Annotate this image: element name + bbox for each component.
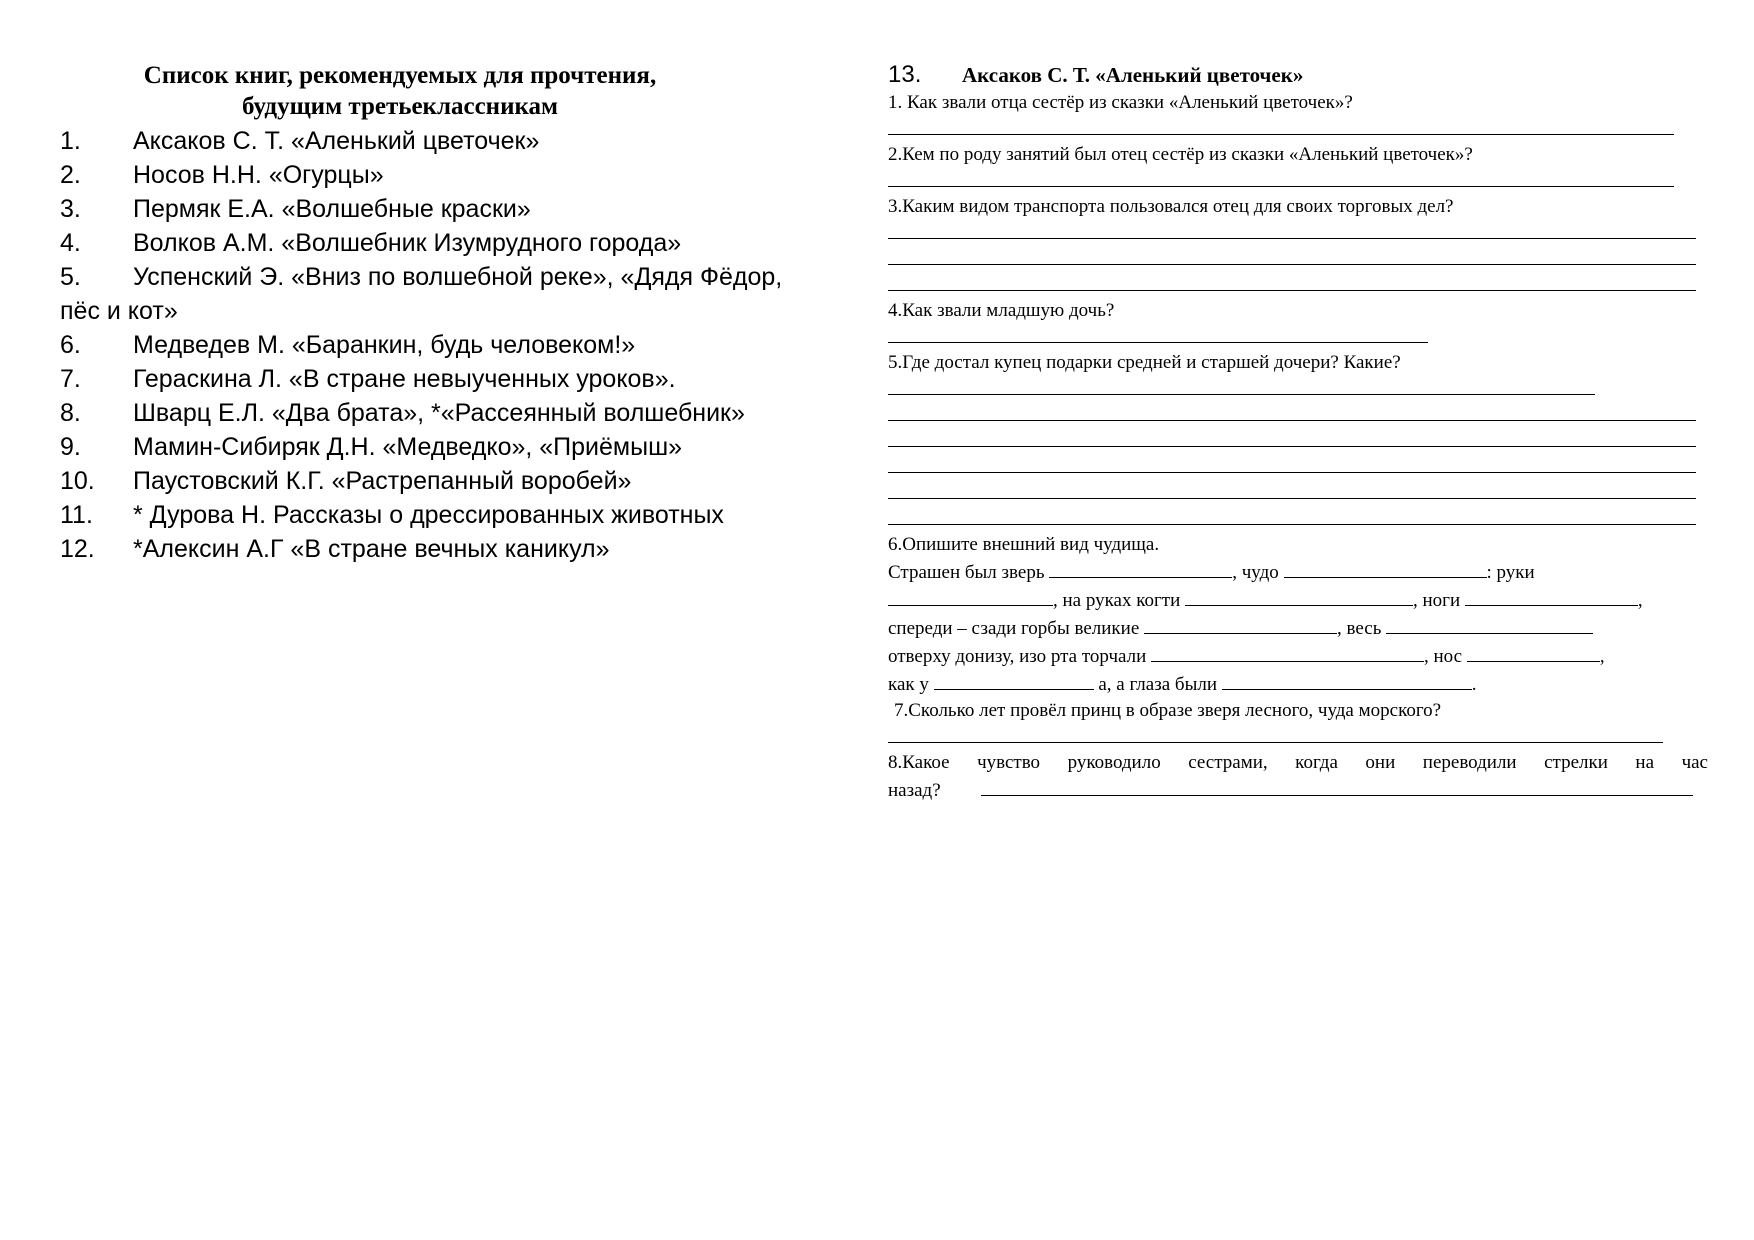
answer-line[interactable] [888, 220, 1708, 246]
answer-line[interactable] [888, 116, 1708, 142]
answer-line[interactable] [888, 454, 1708, 480]
answer-line[interactable] [888, 324, 1708, 350]
book-item: 11. * Дурова Н. Рассказы о дрессированных животных [60, 501, 724, 529]
answer-line[interactable] [888, 168, 1708, 194]
answer-line[interactable] [888, 402, 1708, 428]
section-heading [888, 60, 1708, 90]
answer-line[interactable] [888, 724, 1708, 750]
book-item: 5. Успенский Э. «Вниз по волшебной реке», «Дядя Фёдор, пёс и кот» [60, 263, 783, 325]
title-line-1: Список книг, рекомендуемых для прочтения, [143, 62, 657, 89]
blank-field[interactable] [888, 586, 1053, 606]
blank-field[interactable] [1467, 642, 1600, 662]
book-item: 7. Гераскина Л. «В стране невыученных уроков». [60, 365, 676, 393]
book-list-column [60, 60, 835, 566]
book-item: 1. Аксаков С. Т. «Аленький цветочек» [60, 127, 540, 155]
question-3: 3.Каким видом транспорта пользовался отец для своих торговых дел? [888, 196, 1454, 217]
answer-line[interactable] [888, 376, 1708, 402]
blank-field[interactable] [934, 670, 1094, 690]
blank-field[interactable] [981, 776, 1693, 796]
q6-line-5: как у а, а глаза были . [888, 670, 1708, 698]
question-2: 2.Кем по роду занятий был отец сестёр из сказки «Аленький цветочек»? [888, 144, 1473, 165]
q6-line-2: , на руках когти , ноги , [888, 586, 1708, 614]
question-4: 4.Как звали младшую дочь? [888, 300, 1115, 321]
book-item: 2. Носов Н.Н. «Огурцы» [60, 161, 384, 189]
blank-field[interactable] [1284, 558, 1487, 578]
blank-field[interactable] [1465, 586, 1638, 606]
questionnaire-column [888, 60, 1708, 804]
book-item: 10. Паустовский К.Г. «Растрепанный воробей» [60, 467, 632, 495]
answer-line[interactable] [888, 506, 1708, 532]
blank-field[interactable] [1386, 614, 1593, 634]
question-5: 5.Где достал купец подарки средней и старшей дочери? Какие? [888, 352, 1401, 373]
section-title: Аксаков С. Т. «Аленький цветочек» [962, 63, 1304, 87]
question-7: 7.Сколько лет провёл принц в образе зверя лесного, чуда морского? [894, 700, 1442, 721]
section-number: 13. [888, 61, 922, 88]
answer-line[interactable] [888, 480, 1708, 506]
answer-line[interactable] [888, 246, 1708, 272]
book-list-title [0, 60, 800, 122]
book-item: 9. Мамин-Сибиряк Д.Н. «Медведко», «Приёмыш» [60, 433, 683, 461]
question-6: 6.Опишите внешний вид чудища. [888, 534, 1160, 555]
book-item: 8. Шварц Е.Л. «Два брата», *«Рассеянный волшебник» [60, 399, 745, 427]
answer-line[interactable] [888, 272, 1708, 298]
title-line-2: будущим третьеклассникам [241, 93, 559, 120]
book-item: 3. Пермяк Е.А. «Волшебные краски» [60, 195, 531, 223]
blank-field[interactable] [1185, 586, 1413, 606]
blank-field[interactable] [1049, 558, 1232, 578]
q6-line-1: Страшен был зверь , чудо : руки [888, 558, 1708, 586]
book-item: 6. Медведев М. «Баранкин, будь человеком!» [60, 331, 636, 359]
blank-field[interactable] [1222, 670, 1472, 690]
question-1: 1. Как звали отца сестёр из сказки «Аленький цветочек»? [888, 92, 1353, 113]
book-item: 4. Волков А.М. «Волшебник Изумрудного города» [60, 229, 682, 257]
q6-line-3: спереди – сзади горбы великие , весь [888, 614, 1708, 642]
book-item: 12. *Алексин А.Г «В стране вечных каникул» [60, 535, 610, 563]
question-8: 8.Какое чувство руководило сестрами, когда они переводили стрелки на час [888, 752, 1708, 773]
answer-line[interactable] [888, 428, 1708, 454]
blank-field[interactable] [1144, 614, 1337, 634]
q8-line-2: назад? [888, 776, 1708, 804]
q6-line-4: отверху донизу, изо рта торчали , нос , [888, 642, 1708, 670]
blank-field[interactable] [1151, 642, 1424, 662]
book-list [60, 124, 835, 566]
